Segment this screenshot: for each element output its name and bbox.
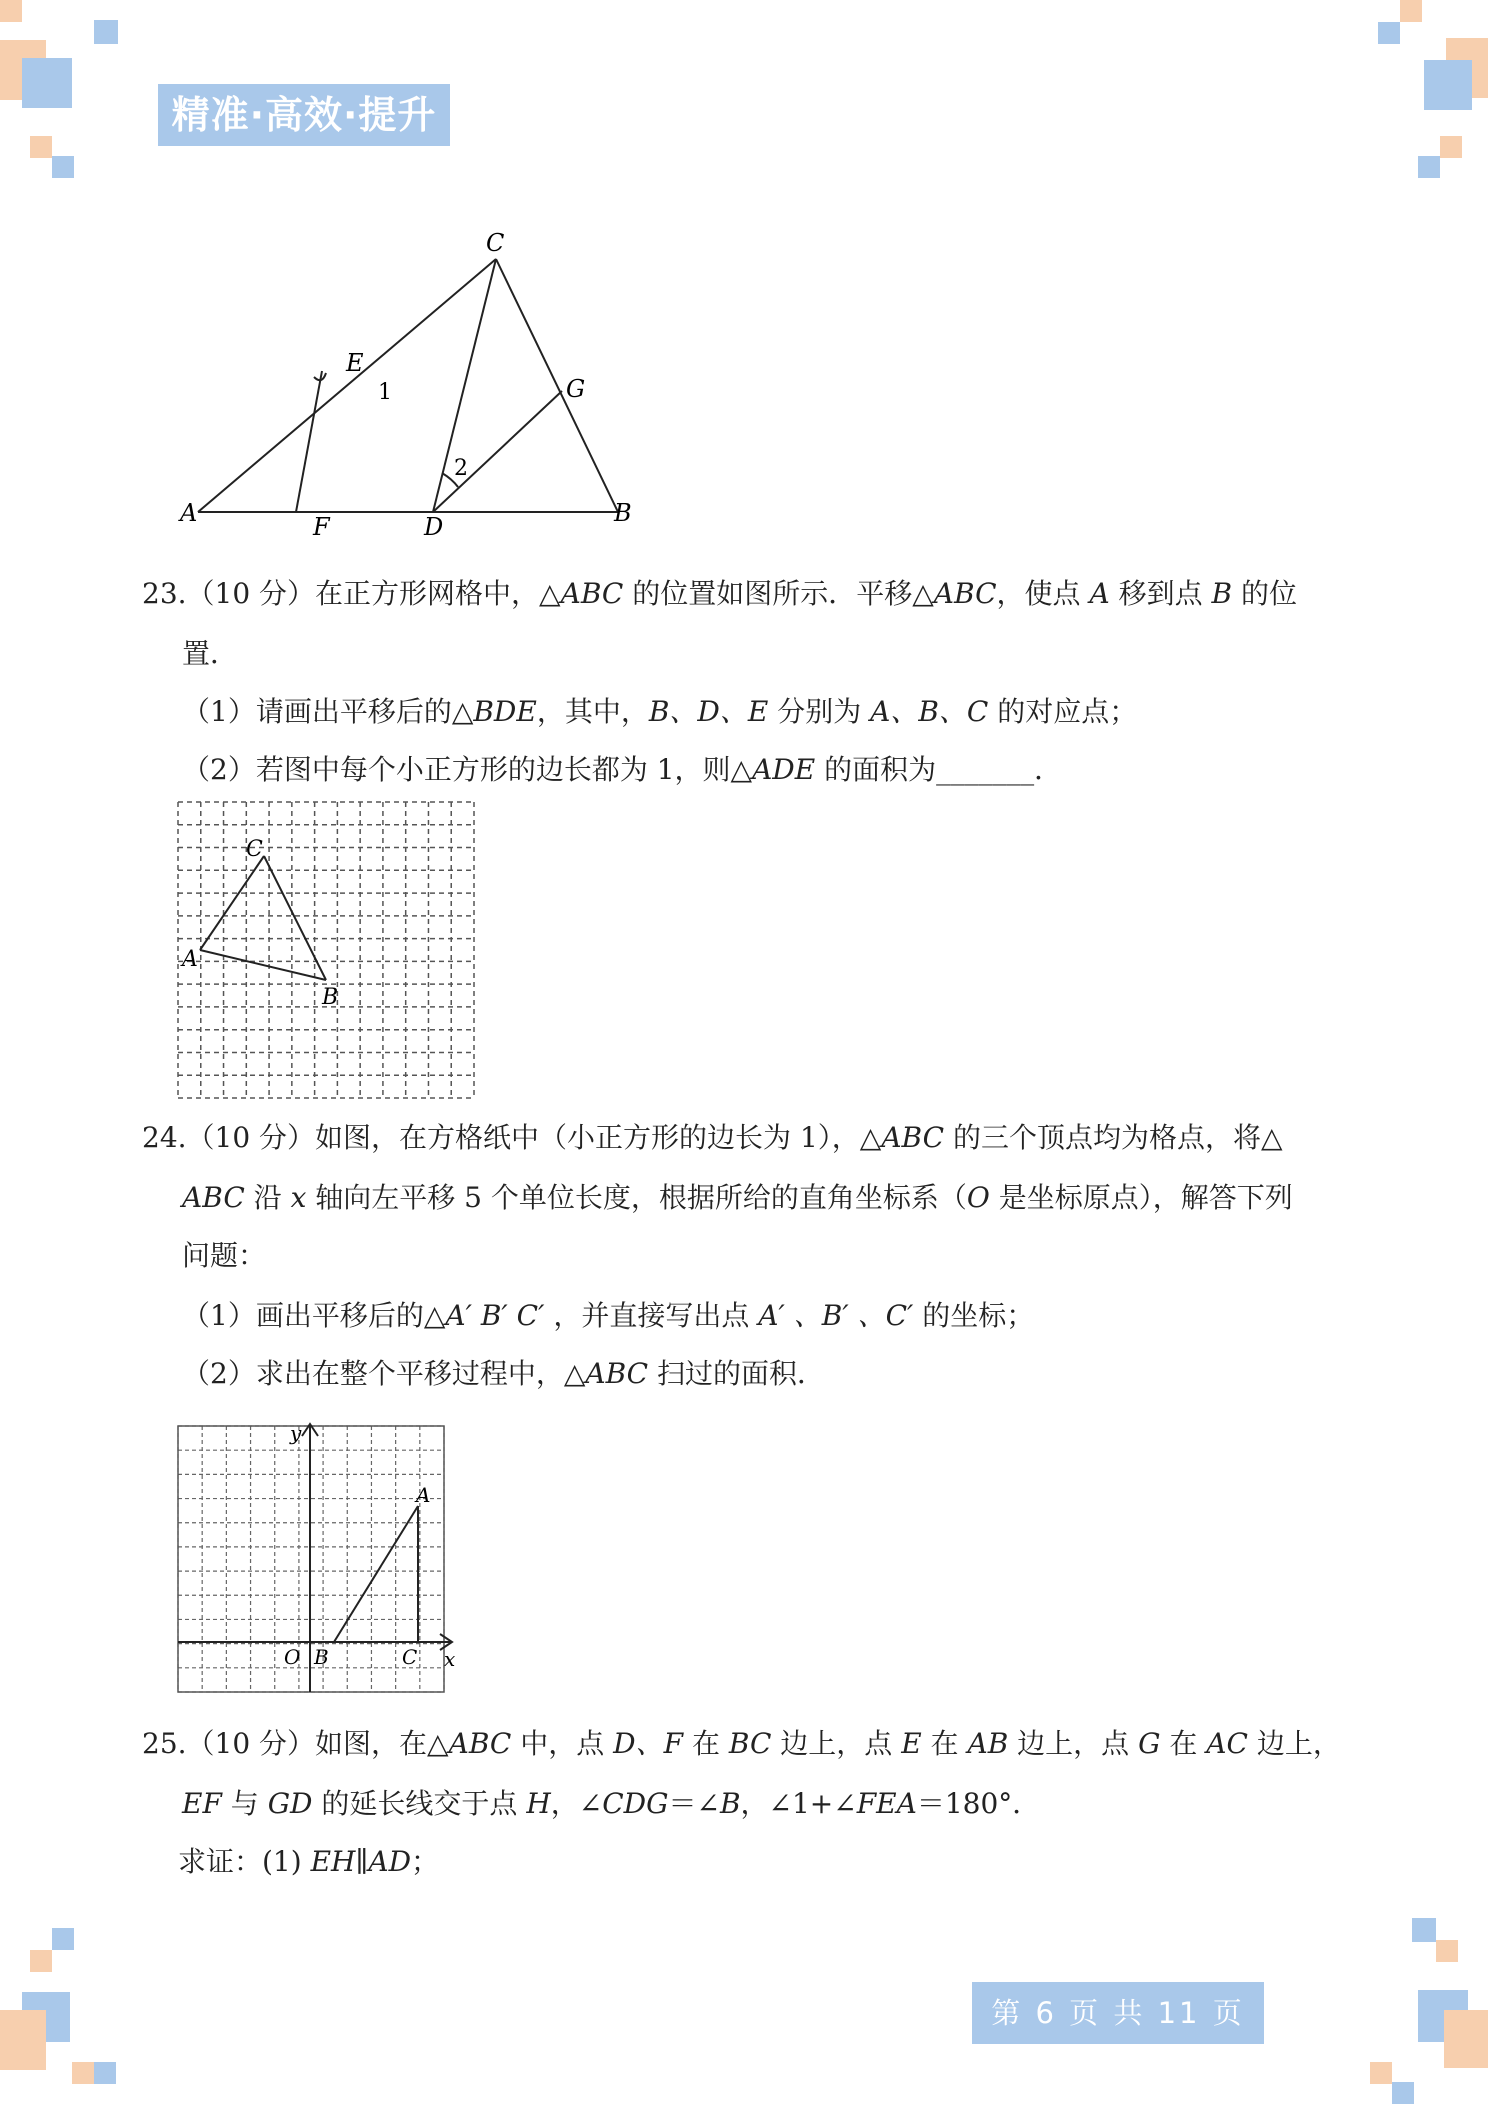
label-angle-1: 1 — [378, 380, 392, 405]
q23-sub-1: （1）请画出平移后的△BDE，其中，B、D、E 分别为 A、B、C 的对应点； — [182, 695, 1138, 728]
q24-label-x: x — [444, 1647, 456, 1671]
q23-label-B: B — [322, 985, 339, 1010]
header-banner: 精准·高效·提升 — [158, 84, 450, 146]
q24-label-C: C — [402, 1645, 418, 1669]
label-angle-2: 2 — [454, 456, 468, 481]
q24-label-y: y — [290, 1421, 302, 1445]
q24-line-2: ABC 沿 x 轴向左平移 5 个单位长度，根据所给的直角坐标系（O 是坐标原点），解答下列 — [182, 1181, 1293, 1214]
q23-line-2: 置． — [182, 637, 239, 670]
label-B: B — [614, 499, 632, 527]
label-A: A — [180, 499, 198, 527]
label-G: G — [566, 375, 586, 403]
q25-line-3: 求证：(1) EH∥AD； — [178, 1845, 440, 1878]
q24-line-3: 问题： — [182, 1239, 267, 1272]
label-E: E — [346, 349, 364, 377]
figure-q23-grid — [176, 800, 478, 1102]
figure-q24-coordinate-grid — [176, 1420, 466, 1696]
label-F: F — [313, 513, 330, 541]
q23-sub-2: （2）若图中每个小正方形的边长都为 1，则△ADE 的面积为_______． — [182, 753, 1063, 786]
page-number: 第 6 页 共 11 页 — [972, 1982, 1264, 2044]
q24-sub-1: （1）画出平移后的△A′ B′ C′ ，并直接写出点 A′ 、B′ 、C′ 的坐标； — [182, 1299, 1035, 1332]
label-D: D — [424, 513, 444, 541]
q24-label-A: A — [416, 1483, 431, 1507]
q24-label-O: O — [284, 1645, 301, 1669]
figure-triangle-efg — [170, 225, 650, 545]
q24-sub-2: （2）求出在整个平移过程中，△ABC 扫过的面积． — [182, 1357, 826, 1390]
answer-blank: _______ — [936, 753, 1035, 786]
q24-line-1: 24.（10 分）如图，在方格纸中（小正方形的边长为 1），△ABC 的三个顶点均为格点，将△ — [142, 1121, 1283, 1154]
q25-line-1: 25.（10 分）如图，在△ABC 中，点 D、F 在 BC 边上，点 E 在 AB 边上，点 G 在 AC 边上， — [142, 1727, 1341, 1760]
q23-label-C: C — [246, 837, 263, 862]
q23-line-1: 23.（10 分）在正方形网格中，△ABC 的位置如图所示．平移△ABC，使点 A 移到点 B 的位 — [142, 577, 1297, 610]
q25-line-2: EF 与 GD 的延长线交于点 H，∠CDG＝∠B，∠1+∠FEA＝180°． — [182, 1787, 1041, 1820]
q24-label-B: B — [314, 1645, 329, 1669]
q23-label-A: A — [182, 947, 198, 972]
label-C: C — [486, 229, 505, 257]
